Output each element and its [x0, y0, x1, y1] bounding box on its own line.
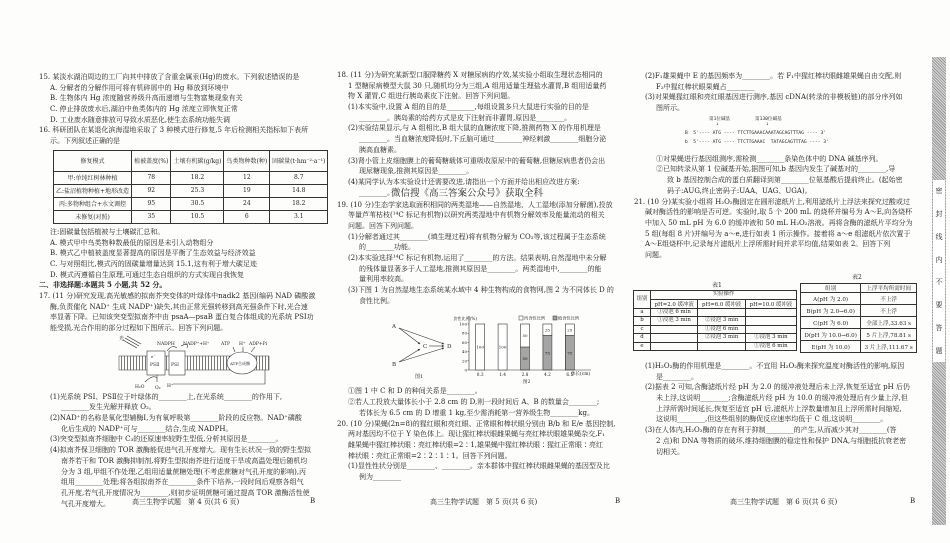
question-17-part-1	[39, 392, 321, 413]
table-cell	[650, 342, 697, 351]
sequence-b: b 5'---- ATG ---- TTCTTGAAAC TATAGCAGTTTAG ---- 3'	[685, 139, 829, 145]
text-line: 雌果蝇中猩红棒状眼∶亮红棒状眼=2∶1,雄果蝇中猩红棒状眼∶猩红正常眼∶亮红	[348, 440, 603, 449]
text-line: 16. 科研团队在某退化滨海湿地采取了 3 种模式进行修复,5 年后检测相关指标如下表所	[39, 126, 309, 135]
text-line: 21. (10 分)某实验小组将 H₂O₂酶固定在圆形滤纸片上,利用滤纸片上浮法来探究过酸或过	[634, 197, 910, 206]
table-cell: e	[634, 342, 651, 351]
text-line: (1)本实验中,设置 A 组的目的是________,每组设置多只大鼠进行实验的目的是	[348, 103, 589, 112]
page-5-footer: 高三生物学试题 第 5 页(共 6 页)	[430, 498, 538, 506]
table-cell: 5 片上浮,78.81 s	[861, 329, 917, 341]
text-line: 组用________处理;将各组拟南芥在________条件下培养,一段时间后观察各组气	[61, 478, 304, 487]
text-line: A. 分解者的分解作用可将有机碎屑中的 Hg 释放到环境中	[50, 83, 229, 92]
thylakoid-membrane-diagram	[117, 334, 277, 392]
light-arrow-icon	[123, 336, 141, 348]
question-16-note	[39, 227, 321, 238]
bar-value-label: 75	[567, 350, 573, 356]
table-header-cell: 固碳量(t·hm⁻²·a⁻¹)	[270, 150, 328, 171]
table-cell: 35	[132, 210, 171, 223]
node-c: C	[423, 344, 428, 351]
question-20-part-3-b	[645, 164, 921, 196]
text-line: ①图 1 中 C 和 D 的种间关系是________。	[348, 387, 482, 396]
x-tick-label: 2.8	[521, 373, 529, 379]
bar-value-label: 75	[544, 350, 550, 356]
question-16-stem	[39, 125, 321, 146]
nadp-label: NADP⁺+H⁺	[183, 341, 210, 347]
table-cell: 19	[224, 184, 270, 197]
question-20-part-2	[634, 71, 921, 92]
text-line: C. 停止排放废水后,湖泊中鱼类体内的 Hg 浓度立即恢复正常	[50, 105, 238, 114]
question-19-figures	[337, 306, 625, 386]
table-row	[634, 317, 797, 326]
table-row	[801, 305, 917, 317]
question-16-options	[39, 238, 321, 281]
chart-legend	[519, 315, 579, 322]
text-line: ②已知转录从第 1 位碱基开始,据图可知,b 基因内发生了碱基对的________,导	[656, 165, 896, 174]
light-label: 光	[119, 335, 125, 342]
table-cell: B(pH 为 2.0→6.0)	[801, 305, 861, 317]
text-line: 上浮所需时间延长,恢复至适宜 pH 后,滤纸片上浮数量增加且上浮所需时间缩短,	[656, 404, 902, 413]
arrow-down-icon: ↓	[716, 121, 719, 127]
text-line: 化后生成的 NADP⁺可与________结合,生成 NADPH。	[61, 424, 233, 433]
question-17-part-2	[39, 413, 321, 434]
text-line: 的________功能。	[359, 243, 415, 252]
text-line: 若体长为 6.5 cm 的 D 增重 1 kg,至少需消耗第一营养级生物________kg。	[359, 408, 595, 417]
binding-strip-notice	[933, 180, 945, 362]
base-1-label: 第1位碱基	[709, 116, 731, 122]
table-cell: 92	[132, 184, 171, 197]
table-cell: ②浸泡 3 min	[698, 317, 745, 326]
table-row	[54, 197, 328, 210]
text-line: ________。	[359, 188, 394, 197]
question-17-part-3	[39, 434, 321, 445]
binding-strip	[932, 57, 946, 525]
text-line: 两对基因均不位于 Y 染色体上。现让猩红棒状眼雌果蝇与亮红棒状眼雄果蝇杂交,F₁	[348, 430, 605, 439]
table-row	[634, 334, 797, 343]
watermark-text: 微信搜《高三答案公众号》获取全科	[391, 187, 544, 199]
table-cell: ①浸泡 3 min	[745, 334, 796, 343]
text-line: 等量芦苇枯枝(¹⁴C 标记有机物)以研究两类湿地中有机物分解效率及能量流动的相关	[348, 211, 605, 220]
binding-strip-char: 要	[935, 301, 943, 310]
bar-value-label: 25	[567, 327, 573, 333]
electron-label: e⁻	[151, 353, 156, 359]
operation-header: 实验操作	[650, 291, 796, 300]
binding-strip-char: 封	[935, 210, 943, 219]
arrow-down-icon: ↓	[766, 121, 769, 127]
text-line: A. 模式甲中鸟类物种数最低的原因是未引入动物组分	[50, 238, 214, 247]
h-plus-bottom-label: H⁺	[167, 383, 174, 389]
binding-strip-char: 答	[935, 323, 943, 332]
watermark-line	[387, 188, 625, 200]
table-cell: 6	[224, 210, 270, 223]
table-cell: ①浸泡 6 min	[745, 342, 796, 351]
question-19-stem	[337, 200, 625, 232]
y-tick-label: 60	[461, 340, 467, 346]
text-line: (4)拟南芥保卫细胞的 TOR 激酶能促进气孔开度增大。现有生长状况一致的野生型拟	[50, 446, 312, 455]
text-line: 胰高血糖素。	[359, 145, 401, 154]
text-line: C. 与对照组比,模式丙的固碳量增量达到 15.1,这有利于增大碳足迹	[50, 259, 257, 268]
atp-label: ATP	[221, 341, 231, 347]
question-20-stem	[337, 419, 625, 462]
table-cell: 30.5	[171, 197, 224, 210]
text-line: (1)分解者通过其________(填生理过程)将有机物分解为 CO₂等,该过程属于生态系统	[348, 232, 606, 241]
text-line: (1)显性性状分别是________、________。亲本群体中猩红棒状眼雌果蝇的基因型及比	[348, 462, 610, 471]
page-5-column	[337, 70, 625, 483]
text-line: 中加入 50 mL pH 为 6.0 的缓冲液和 50 mL H₂O₂溶液。再将含酶的滤纸片平均分为	[645, 218, 913, 227]
table-cell: a	[634, 308, 651, 317]
text-line: 气孔开度增大。	[61, 499, 110, 508]
ps1-label: PSⅠ	[171, 362, 179, 368]
table-row	[54, 184, 328, 197]
question-18-stem	[337, 70, 625, 102]
text-line: (3)肾小管上皮细胞膜上的葡萄糖载体可重吸收原尿中的葡萄糖,但糖尿病患者仍会出	[348, 156, 606, 165]
table-cell: 24	[224, 197, 270, 210]
table-cell	[698, 342, 745, 351]
text-line: 15. 某淡水湖泊周边的工厂向其中排放了含重金属汞(Hg)的废水。下列叙述错误的是	[39, 73, 300, 81]
table-cell: 18.2	[270, 197, 328, 210]
table-cell	[745, 308, 796, 317]
table-cell: 78	[132, 171, 171, 184]
table-1-title: 表1	[712, 282, 722, 289]
table-row	[634, 325, 797, 334]
text-line: 能受损,光合作用的部分过程如下图所示。回答下列问题。	[50, 324, 228, 332]
text-line: ________发生光解并释放 O₂。	[61, 403, 156, 412]
table-header-cell: 组别	[801, 284, 861, 293]
text-line: (3)在人体内,H₂O₂酶的存在有利于抑制________的产生,从而减少其对________(答	[645, 426, 897, 435]
text-line: (3)下图 1 为自然湿地生态系统某水域中 4 种生物构成的食物网,图 2 为不同体长 D 的	[348, 286, 614, 295]
x-axis-label: 体长(cm)	[571, 372, 591, 378]
table-cell: b	[634, 317, 651, 326]
base-130-label: 第130位碱基	[755, 116, 782, 122]
table-cell	[745, 317, 796, 326]
food-web-figure-1	[387, 318, 457, 380]
binding-strip-char: 内	[935, 255, 943, 264]
table-cell: 未修复(对照)	[54, 210, 132, 223]
text-line: B. 生物体内 Hg 浓度随营养级升高而递增与生物富集现象有关	[50, 94, 243, 103]
text-line: 孔开度,若气孔开度情况为________,则初步证明蔗糖可通过提高 TOR 激酶活性使	[61, 488, 310, 497]
table-row	[54, 171, 328, 184]
question-19-part-3-b	[337, 397, 625, 418]
text-line: 19. (10 分)生态学家选取面积相同的两类湿地——自然湿地、人工湿地(添加分解菌),投放	[337, 200, 613, 209]
bar-value-label: 50	[522, 333, 528, 339]
atp-synthase-label: ATP合成酶	[230, 360, 251, 366]
table-cell: 25.3	[171, 184, 224, 197]
y-axis-label: 食性比例(%)	[453, 316, 477, 322]
question-16-table	[53, 150, 328, 224]
x-tick-label: 4.2	[543, 373, 551, 379]
text-line: 5 组(每组 8 片)并编号为 a～e,进行如表 1 所示操作。接着将 a～e 组滤纸片依次置于	[645, 229, 911, 238]
diet-ratio-chart-figure-2	[449, 310, 599, 384]
text-line: (3)突变型拟南芥细胞中 C₃的还原速率较野生型低,分析其原因是________。	[50, 435, 283, 444]
table-cell: A(pH 为 2.0)	[801, 293, 861, 305]
table-header-row	[54, 150, 328, 171]
page-4-footer: 高三生物学试题 第 4 页(共 6 页)	[132, 498, 240, 506]
sequence-B: B 5'---- ATG ---- TTCTTGAAACAAATAGCAGTTTAG ---- 3'	[685, 130, 827, 136]
question-19-part-3	[337, 285, 625, 306]
text-line: 的残体量显著多于人工湿地,推测其原因是________。两类湿地中,________的能	[359, 264, 602, 273]
text-line: D. 模式丙遵循自生原理,可通过生态自组织的方式实现自我恢复	[50, 270, 245, 279]
table-cell: ①浸泡 6 min	[650, 308, 697, 317]
table-cell	[650, 334, 697, 343]
question-15-options	[39, 83, 321, 126]
section-heading	[39, 280, 321, 291]
text-line: 是________。	[656, 372, 698, 381]
text-line: 现尿糖现象,推测其原因是________。	[359, 167, 474, 176]
paper-version-mark: B	[310, 497, 316, 505]
text-line: 2 点)和 DNA 等物质的破坏,维持细胞膜的稳定性和保护 DNA,与细胞抵抗衰老密	[656, 436, 907, 445]
question-18-part-1	[337, 102, 625, 123]
text-line: 问题。	[645, 250, 666, 259]
x-tick-label: 1.4	[499, 373, 507, 379]
text-line: ①对果蝇进行基因组测序,需检测________条染色体中的 DNA 碱基序列。	[656, 154, 883, 163]
node-a: A	[392, 324, 396, 331]
table-cell: ①浸泡 6 min	[698, 325, 745, 334]
bar-value-label: 100	[498, 344, 507, 350]
text-line: 棒状眼∶亮红正常眼=2∶2∶1∶1。回答下列问题。	[348, 451, 512, 460]
table-cell: D(pH 为 10.0→6.0)	[801, 329, 861, 341]
table-cell: C(pH 为 6.0)	[801, 317, 861, 329]
page-6-column	[634, 71, 921, 261]
text-line: 二、非选择题:本题共 5 小题,共 52 分。	[39, 280, 167, 290]
text-line: 18. (11 分)为研究某新型口服降糖药 X 对糖尿病的疗效,某实验小组取生理状态相同的	[337, 71, 603, 79]
table-2-title: 表2	[852, 274, 862, 281]
table-row	[634, 308, 797, 317]
table-cell: 3.1	[270, 210, 328, 223]
text-line: 量利用率较高。	[359, 275, 408, 284]
nadph-label: NADPH	[157, 341, 175, 347]
figure-1-caption: 图1	[415, 374, 424, 381]
text-line: (2)NAD⁺的名称是氧化型辅酶Ⅰ,为有氧呼吸第________阶段的反应物。NAD⁺磷酸	[50, 414, 302, 423]
question-19-part-2	[337, 253, 625, 285]
text-line: 例为________	[359, 472, 401, 481]
text-line: D. 工业废水随意排放可导致水质恶化,使生态系统功能失调	[50, 115, 231, 124]
text-line: (3)对果蝇猩红眼和亮红眼基因进行测序,基因 cDNA(转录的非模板链)的部分序列如	[645, 93, 903, 102]
node-b: B	[392, 362, 397, 369]
y-tick-label: 40	[461, 349, 467, 355]
table-row	[54, 210, 328, 223]
gene-sequence-figure	[645, 114, 921, 154]
text-line: (1)光系统 PSⅠ、PSⅡ位于叶绿体的________上,在光系统________的作用下,	[50, 392, 283, 401]
text-line: 南芥若干和 TOR 激酶抑制剂,将野生型拟南芥进行适度干旱或高温处理后随机均	[61, 456, 308, 465]
text-line: 酶,负责催化 NAD⁺ 生成 NADP⁺)缺失,其由正常光强转移到高光强条件下时,光合速	[50, 302, 308, 311]
table-header-cell: 植被盖度(%)	[132, 150, 171, 171]
table-cell: 14.8	[270, 184, 328, 197]
text-line: 码子:AUG,终止密码子:UAA、UAG、UGA)。	[667, 186, 812, 195]
table-row	[801, 317, 917, 329]
question-15-stem	[39, 72, 321, 83]
table-row	[634, 342, 797, 351]
binding-strip-char: 题	[935, 346, 943, 355]
question-19-part-3-a	[337, 386, 625, 397]
table-header-cell: pH=10.0 缓冲液	[745, 299, 796, 308]
legend-swatch-herbivory	[553, 316, 557, 320]
table-1-operations	[633, 290, 797, 351]
o2-label: O₂	[155, 385, 161, 391]
y-tick-label: 20	[461, 358, 467, 364]
table-2-results	[800, 283, 917, 353]
text-line: (2)F₁雄果蝇中 E 的基因频率为________。若 F₁中猩红棒状眼雌雄果蝇自由交配,则	[645, 72, 902, 80]
legend-swatch-carnivory	[519, 316, 523, 320]
binding-strip-char: 不	[935, 278, 943, 287]
node-d: D	[447, 344, 452, 351]
x-tick-label: 0.3	[476, 373, 484, 379]
question-20-part-1	[337, 461, 625, 482]
table-header-cell: 修复模式	[54, 150, 132, 171]
table-cell: 不上浮	[861, 305, 917, 317]
table-header-cell: 土壤有机碳(g/kg)	[171, 150, 224, 171]
paper-version-mark: B	[615, 497, 621, 505]
text-line: (2)本实验选择¹⁴C 标记有机物,运用了________的方法。结果表明,自然湿地中未分解	[348, 254, 607, 262]
table-cell: 全部上浮,33.63 s	[861, 317, 917, 329]
text-line: 未上浮,这说明________;含酶滤纸片经 pH 为 10.0 的缓冲液处理后有少量上浮,但	[656, 394, 908, 403]
text-line: 食性比例。	[359, 296, 394, 305]
text-line: (2)据表 2 可知,含酶滤纸片经 pH 为 2.0 的缓冲液处理后未上浮,恢复至适宜 pH 后仍	[645, 383, 910, 392]
table-cell: 12	[224, 171, 270, 184]
h2o-label: H₂O	[135, 384, 145, 390]
text-line: 物 X 灌胃,C 组进行胰岛素皮下注射。回答下列问题。	[348, 92, 515, 101]
table-cell: 95	[132, 197, 171, 210]
table-header-cell: 鸟类物种数(种)	[224, 150, 270, 171]
table-cell	[698, 308, 745, 317]
table-row	[801, 329, 917, 341]
text-line: 20. (10 分)果蝇(2n=8)的猩红眼和亮红眼、正常眼和棒状眼分别由 B/b 和 E/e 基因控制,	[337, 419, 616, 428]
table-cell: c	[634, 325, 651, 334]
page-6-footer: 高三生物学试题 第 6 页(共 6 页)	[730, 498, 838, 506]
text-line: 碱对酶活性的影响是否可逆。实验时,取 5 个 200 mL 的烧杯并编号为 A～E,向各烧杯	[645, 208, 913, 217]
table-row	[801, 341, 917, 353]
table-header-cell: 上浮平均所需时间	[861, 284, 917, 293]
question-19-part-1	[337, 232, 625, 253]
text-line: ②若人工投放大量体长小于 2.8 cm 的 D,则一段时间后 A、B 的数量会________;	[348, 398, 600, 407]
question-21-stem	[634, 197, 921, 261]
page-4-column	[39, 72, 326, 509]
table-cell: E(pH 为 10.0)	[801, 341, 861, 353]
question-17-stem	[39, 291, 321, 334]
text-line: 1 型糖尿病模型大鼠 30 只,随机均分为三组,A 组用适量生理盐水灌胃,B 组用适量药	[348, 81, 607, 90]
table-cell: 3 片上浮,111.67 s	[861, 341, 917, 353]
y-tick-label: 100	[459, 321, 467, 327]
legend-herbivory: 植食性比例	[558, 315, 579, 321]
table-cell: 乙:盐沼植物种植+地形改造	[54, 184, 132, 197]
bar-value-label: 50	[522, 356, 528, 362]
text-line: F₂中猩红棒状眼果蝇占________	[656, 82, 755, 91]
text-line: 问题。回答下列问题。	[348, 221, 418, 230]
table-cell	[650, 325, 697, 334]
question-21-part-1	[634, 361, 920, 382]
table-cell: ②浸泡 3 min	[698, 334, 745, 343]
text-line: 图所示。	[656, 104, 684, 113]
adp-label: ADP+Pi	[249, 341, 268, 347]
text-line: B. 模式乙中植被盖度显著提高的原因是平衡了生态效益与经济效益	[50, 249, 256, 258]
bar-value-label: 100	[476, 344, 485, 350]
text-line: 示。下列叙述正确的是	[50, 137, 120, 146]
text-line: 注:固碳量包括植被与土壤碳汇总和。	[50, 227, 165, 236]
text-line: 切相关。	[656, 447, 684, 456]
table-cell: 18.2	[171, 171, 224, 184]
table-cell: d	[634, 334, 651, 343]
table-row	[801, 293, 917, 305]
binding-strip-char: 线	[935, 232, 943, 241]
text-line: 17. (11 分)研究发现,高光敏感的拟南芥突变体的叶绿体中nadk2 基因(编码 NAD 磷酸激	[39, 291, 316, 300]
table-cell: 8.7	[270, 171, 328, 184]
text-line: A～E组烧杯中,记录每片滤纸片上浮所需时间并求平均值,结果如表 2。回答下列	[645, 240, 891, 249]
page-6-column-lower	[634, 361, 920, 457]
table-cell: 丙:多物种组合+水文调控	[54, 197, 132, 210]
question-21-part-3	[634, 425, 920, 457]
y-tick-label: 80	[461, 331, 467, 337]
question-21-part-2	[634, 382, 920, 425]
question-18-part-3	[337, 156, 625, 177]
table-cell	[745, 325, 796, 334]
question-18-part-2	[337, 123, 625, 155]
text-line: (2)实验结果显示,与 A 组相比,B 组大鼠的血糖浓度下降,推测药物 X 的作用机理是	[348, 124, 601, 133]
table-cell: ①浸泡 3 min	[650, 317, 697, 326]
text-line: 致 b 基因控制合成的蛋白质翻译到第________位氨基酸后提前终止。(起始密	[667, 176, 903, 185]
text-line: ________。胰岛素的给药方式是皮下注射而非灌胃,原因是________。	[359, 113, 572, 122]
question-20-part-3-a	[645, 154, 921, 165]
h-plus-top-label: H⁺	[239, 341, 246, 347]
text-line: (1)H₂O₂酶的作用机理是________。不宜用 H₂O₂酶来探究温度对酶活性的影响,原因	[645, 362, 905, 370]
text-line: 率显著下降。已知该突变型拟南芥中由 psaA—psaB 蛋白复合体组成的光系统 PSⅠ功	[50, 313, 314, 322]
text-line: 分为 3 组,甲组不作处理,乙组用适量蔗糖处理(不考虑蔗糖对气孔开度的影响),丙	[61, 467, 307, 476]
figure-2-caption: 图2	[523, 380, 531, 385]
y-tick-label: 0	[464, 367, 467, 373]
table-cell: 不上浮	[861, 293, 917, 305]
table-cell: 10.5	[171, 210, 224, 223]
question-20-part-3	[634, 92, 921, 113]
x-tick-label: 6.5	[566, 373, 574, 379]
text-line: ________。当血糖浓度降低时,下丘脑可通过________神经刺激________细胞分泌	[359, 135, 607, 144]
bar-value-label: 25	[544, 327, 550, 333]
paper-version-mark: B	[910, 497, 916, 505]
table-header-cell: pH=2.0 缓冲液	[650, 299, 697, 308]
group-header: 组别	[634, 291, 651, 309]
table-header-cell: pH=6.0 缓冲液	[698, 299, 745, 308]
text-line: 这说明________,但这些组别的酶促反应速率均低于 C 组,这说明________。	[656, 415, 888, 424]
table-cell: 甲:单纯红树林种植	[54, 171, 132, 184]
binding-strip-char: 密	[935, 187, 943, 196]
legend-carnivory: 肉食性比例	[524, 315, 545, 321]
text-line: (4)某同学认为本实验设计还需要改进,请指出一个方面并给出相应改进方案:	[348, 177, 580, 186]
ps2-label: PSⅡ	[150, 362, 160, 368]
